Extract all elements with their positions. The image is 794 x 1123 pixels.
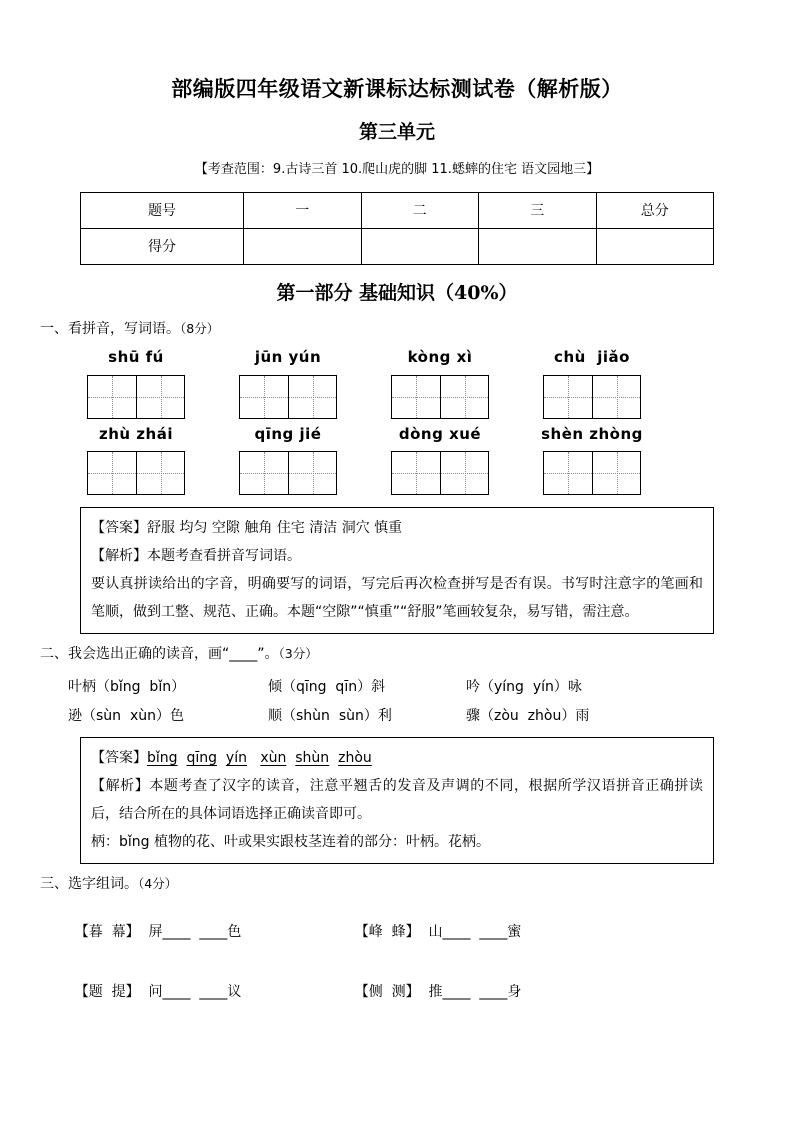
character-pick-item[interactable] (48, 965, 328, 1017)
question-2-answer-box (80, 737, 714, 864)
unit-title: 第三单元 (358, 121, 435, 144)
pinyin-label: shèn zhòng (541, 424, 643, 443)
scope-line: 【考查范围：9.古诗三首 10.爬山虎的脚 11.蟋蟀的住宅 语文园地三】 (194, 161, 600, 177)
pronunciation-item[interactable]: 倾（qīng qīn）斜 (268, 679, 386, 696)
score-cell-3[interactable] (479, 228, 597, 264)
answer-item: zhòu (338, 750, 372, 767)
analysis-body-line (91, 772, 703, 828)
pinyin-label: dòng xué (398, 424, 482, 443)
character-pick-row-2 (40, 957, 754, 1017)
tianzige-box[interactable] (87, 375, 185, 419)
answer-line (91, 744, 703, 772)
tianzige-box[interactable] (543, 451, 641, 495)
score-table-header-1: 一 (244, 192, 362, 228)
character-blanks[interactable]: 山____ ____蜜 (428, 924, 522, 941)
score-table-header-3: 三 (479, 192, 597, 228)
question-2-points: （3分） (278, 646, 318, 662)
tianzige-cell[interactable] (592, 452, 640, 494)
score-cell-1[interactable] (244, 228, 362, 264)
tianzige-cell[interactable] (240, 452, 288, 494)
question-1-heading (40, 309, 754, 342)
table-row (81, 228, 714, 264)
tianzige-box[interactable] (543, 375, 641, 419)
pinyin-label: jūn yún (254, 348, 322, 367)
tianzige-cell[interactable] (392, 452, 440, 494)
analysis-lead-line (91, 542, 703, 570)
tianzige-cell[interactable] (544, 376, 592, 418)
score-table-header-2: 二 (361, 192, 479, 228)
question-2-heading (40, 634, 754, 667)
pinyin-grid-group (364, 425, 516, 496)
character-blanks[interactable]: 问____ ____议 (148, 984, 242, 1001)
analysis-label: 【解析】 (91, 548, 147, 565)
part-title: 第一部分 基础知识（40%） (276, 281, 518, 304)
tianzige-cell[interactable] (88, 452, 136, 494)
answer-item: shùn (295, 750, 330, 767)
tianzige-box[interactable] (239, 375, 337, 419)
tianzige-cell[interactable] (544, 452, 592, 494)
character-blanks[interactable]: 屏____ ____色 (148, 924, 242, 941)
score-table-header-4: 总分 (596, 192, 714, 228)
pronunciation-item[interactable]: 叶柄（bǐng bǐn） (68, 679, 186, 696)
pinyin-grid-group (516, 425, 668, 496)
character-pick-item[interactable] (328, 965, 608, 1017)
answer-label: 【答案】 (91, 750, 147, 767)
tianzige-cell[interactable] (88, 376, 136, 418)
tianzige-box[interactable] (87, 451, 185, 495)
answer-label: 【答案】 (91, 520, 147, 537)
character-pick-row-1 (40, 897, 754, 957)
question-3-points: （4分） (138, 876, 178, 892)
score-table (80, 192, 714, 265)
tianzige-cell[interactable] (136, 376, 184, 418)
table-row (81, 192, 714, 228)
tianzige-cell[interactable] (392, 376, 440, 418)
character-blanks[interactable]: 推____ ____身 (428, 984, 522, 1001)
score-row-label: 得分 (81, 228, 244, 264)
character-choices: 【侧 测】 (354, 984, 420, 1001)
tianzige-cell[interactable] (240, 376, 288, 418)
tianzige-cell[interactable] (440, 376, 488, 418)
pronunciation-item[interactable]: 逊（sùn xùn）色 (68, 708, 184, 725)
question-2-heading-text: 二、我会选出正确的读音，画“____”。 (40, 646, 279, 663)
pinyin-label: zhù zhái (99, 424, 173, 443)
question-1-answer-box (80, 507, 714, 634)
pinyin-grid-group (60, 425, 212, 496)
pinyin-label: kòng xì (407, 348, 473, 367)
tianzige-cell[interactable] (288, 376, 336, 418)
score-table-header-0: 题号 (81, 192, 244, 228)
character-choices: 【题 提】 (74, 984, 140, 1001)
pinyin-grid-group (212, 348, 364, 419)
character-pick-item[interactable] (48, 905, 328, 957)
pronunciation-row-1 (40, 667, 754, 696)
pronunciation-item[interactable]: 顺（shùn sùn）利 (268, 708, 392, 725)
answer-item: bǐng (147, 750, 178, 767)
character-choices: 【峰 蜂】 (354, 924, 420, 941)
tianzige-cell[interactable] (288, 452, 336, 494)
pronunciation-item[interactable]: 骤（zòu zhòu）雨 (466, 708, 590, 725)
answer-item: xùn (260, 750, 287, 767)
answer-item: qīng (186, 750, 217, 767)
question-1-heading-text: 一、看拼音，写词语。 (40, 321, 180, 338)
question-3-heading-text: 三、选字组词。 (40, 876, 138, 893)
pinyin-grid-group (212, 425, 364, 496)
tianzige-cell[interactable] (592, 376, 640, 418)
tianzige-box[interactable] (391, 375, 489, 419)
tianzige-box[interactable] (391, 451, 489, 495)
analysis-body: 本题考查了汉字的读音，注意平翘舌的发音及声调的不同，根据所学汉语拼音正确拼读后，结合所在的具体词语选择正确读音即可。 (91, 778, 703, 823)
character-pick-item[interactable] (328, 905, 608, 957)
analysis-lead: 本题考查看拼音写词语。 (147, 548, 301, 565)
pronunciation-row-2 (40, 696, 754, 725)
pinyin-label: qīng jié (254, 424, 322, 443)
pronunciation-item[interactable]: 吟（yíng yín）咏 (466, 679, 582, 696)
pinyin-grid-group (364, 348, 516, 419)
analysis-body: 要认真拼读给出的字音，明确要写的词语，写完后再次检查拼写是否有误。书写时注意字的笔画和笔顺，做到工整、规范、正确。本题“空隙”“慎重”“舒服”笔画较复杂，易写错，需注意。 (91, 576, 703, 621)
score-cell-2[interactable] (361, 228, 479, 264)
answer-line (91, 514, 703, 542)
answer-item: yín (225, 750, 247, 767)
tianzige-cell[interactable] (136, 452, 184, 494)
tianzige-cell[interactable] (440, 452, 488, 494)
page-title: 部编版四年级语文新课标达标测试卷（解析版） (171, 76, 623, 101)
score-cell-4[interactable] (596, 228, 714, 264)
question-3-heading (40, 864, 754, 897)
answer-text: 舒服 均匀 空隙 触角 住宅 清洁 洞穴 慎重 (147, 520, 403, 537)
pinyin-label: chù jiǎo (554, 348, 630, 367)
analysis-note: 柄：bǐng 植物的花、叶或果实跟枝茎连着的部分：叶柄。花柄。 (91, 834, 490, 851)
analysis-label: 【解析】 (91, 778, 150, 795)
tianzige-box[interactable] (239, 451, 337, 495)
question-1-points: （8分） (180, 321, 220, 337)
score-table-wrap (40, 178, 754, 265)
pinyin-grid-group (516, 348, 668, 419)
pinyin-label: shū fú (108, 348, 164, 367)
pinyin-grid-group (60, 348, 212, 419)
pinyin-grid-row-1 (40, 342, 754, 419)
character-choices: 【暮 幕】 (74, 924, 140, 941)
pinyin-grid-row-2 (40, 419, 754, 496)
